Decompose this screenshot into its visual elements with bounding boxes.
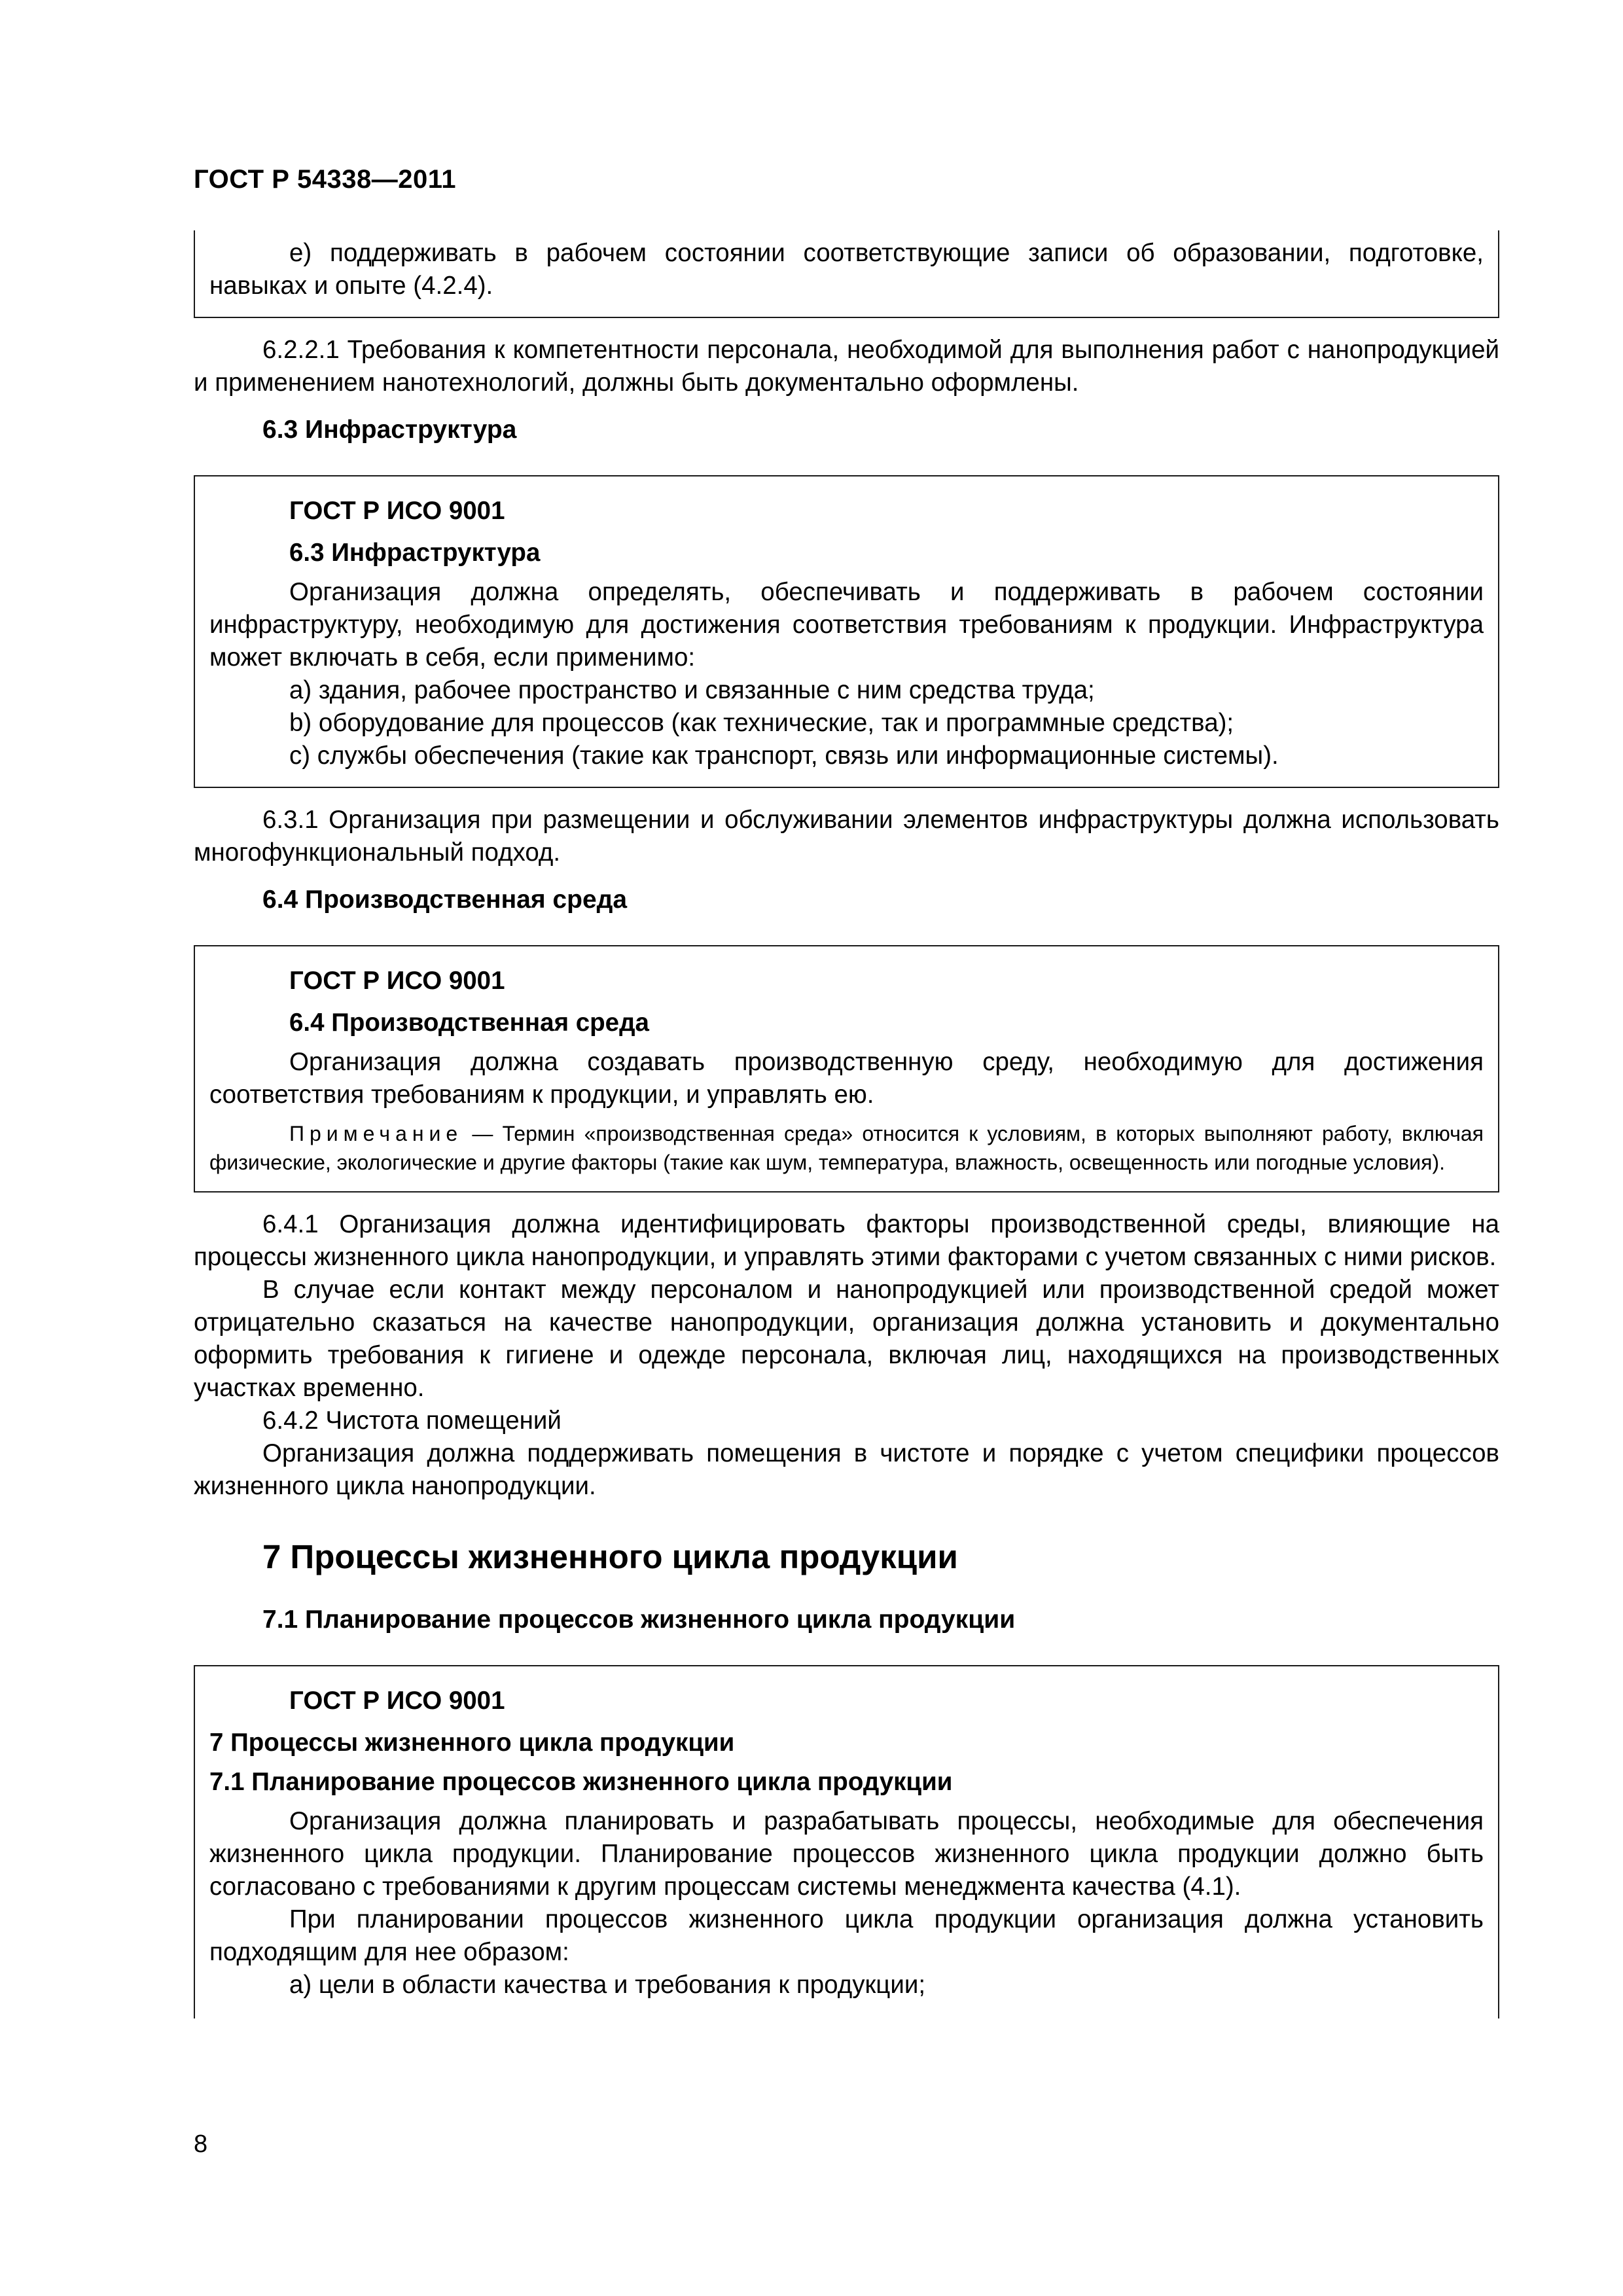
quote-box-7 bbox=[194, 1665, 1499, 2018]
quote-box-heading: 6.3 Инфраструктура bbox=[289, 539, 541, 567]
list-item-a: а) здания, рабочее пространство и связанные с ним средства труда; bbox=[289, 676, 1095, 704]
document-header: ГОСТ Р 54338—2011 bbox=[194, 165, 456, 194]
paragraph-6-4-1: 6.4.1 Организация должна идентифицировать факторы производственной среды, влияющие на процессы жизненного цикла нанопродукции, и управлять этими факторами с учетом связанных с ними рисков. bbox=[194, 1210, 1499, 1271]
continued-quote-box bbox=[194, 230, 1499, 318]
list-item-e: e) поддерживать в рабочем состоянии соответствующие записи об образовании, подготовке, навыках и опыте (4.2.4). bbox=[209, 239, 1484, 300]
paragraph-6-4-2-b: Организация должна поддерживать помещения в чистоте и порядке с учетом специфики процессов жизненного цикла нанопродукции. bbox=[194, 1439, 1499, 1500]
quote-box-6-3 bbox=[194, 475, 1499, 788]
section-heading-6-4: 6.4 Производственная среда bbox=[262, 886, 628, 914]
note bbox=[209, 1119, 1484, 1177]
quote-box-6-4 bbox=[194, 945, 1499, 1193]
paragraph-6-3-1: 6.3.1 Организация при размещении и обслуживании элементов инфраструктуры должна использовать многофункциональный подход. bbox=[194, 806, 1499, 867]
quote-box-title: ГОСТ Р ИСО 9001 bbox=[289, 497, 505, 525]
quote-box-title: ГОСТ Р ИСО 9001 bbox=[289, 1687, 505, 1715]
quote-box-paragraph: Организация должна создавать производственную среду, необходимую для достижения соответствия требованиям к продукции, и управлять ею. bbox=[209, 1048, 1484, 1109]
section-heading-6-3: 6.3 Инфраструктура bbox=[262, 416, 517, 444]
page-content bbox=[194, 230, 1499, 2018]
quote-box-paragraph-1: Организация должна планировать и разрабатывать процессы, необходимые для обеспечения жизненного цикла продукции. Планирование процессов жизненного цикла продукции должно быть согласовано с требованиями к другим процессам системы менеджмента качества (4.1). bbox=[209, 1807, 1484, 1901]
quote-box-title: ГОСТ Р ИСО 9001 bbox=[289, 967, 505, 995]
section-heading-7: 7 Процессы жизненного цикла продукции bbox=[262, 1538, 958, 1575]
paragraph-6-4-1-b: В случае если контакт между персоналом и нанопродукцией или производственной средой может отрицательно сказаться на качестве нанопродукции, организация должна установить и документально оформить требования к гигиене и одежде персонала, включая лиц, находящихся на производственных участках временно. bbox=[194, 1276, 1499, 1402]
quote-box-heading-7: 7 Процессы жизненного цикла продукции bbox=[209, 1729, 735, 1757]
quote-box-heading: 6.4 Производственная среда bbox=[289, 1009, 649, 1037]
note-label: Примечание bbox=[289, 1122, 463, 1145]
paragraph-6-2-2-1: 6.2.2.1 Требования к компетентности персонала, необходимой для выполнения работ с нанопродукцией и применением нанотехнологий, должны быть документально оформлены. bbox=[194, 336, 1499, 397]
quote-box-heading-7-1: 7.1 Планирование процессов жизненного цикла продукции bbox=[209, 1768, 953, 1796]
list-item-b: b) оборудование для процессов (как технические, так и программные средства); bbox=[289, 709, 1234, 737]
list-item-c: c) службы обеспечения (такие как транспорт, связь или информационные системы). bbox=[289, 742, 1279, 770]
section-heading-7-1: 7.1 Планирование процессов жизненного цикла продукции bbox=[262, 1605, 1016, 1634]
page-number: 8 bbox=[194, 2130, 208, 2158]
paragraph-6-4-2: 6.4.2 Чистота помещений bbox=[262, 1407, 562, 1435]
quote-box-paragraph: Организация должна определять, обеспечивать и поддерживать в рабочем состоянии инфраструктуру, необходимую для достижения соответствия требованиям к продукции. Инфраструктура может включать в себя, если применимо: bbox=[209, 578, 1484, 672]
list-item-a: а) цели в области качества и требования к продукции; bbox=[289, 1971, 926, 1999]
quote-box-paragraph-2: При планировании процессов жизненного цикла продукции организация должна установить подходящим для нее образом: bbox=[209, 1905, 1484, 1966]
note-text: — Термин «производственная среда» относится к условиям, в которых выполняют работу, включая физические, экологические и другие факторы (такие как шум, температура, влажность, освещенность или погодные условия). bbox=[209, 1122, 1484, 1174]
